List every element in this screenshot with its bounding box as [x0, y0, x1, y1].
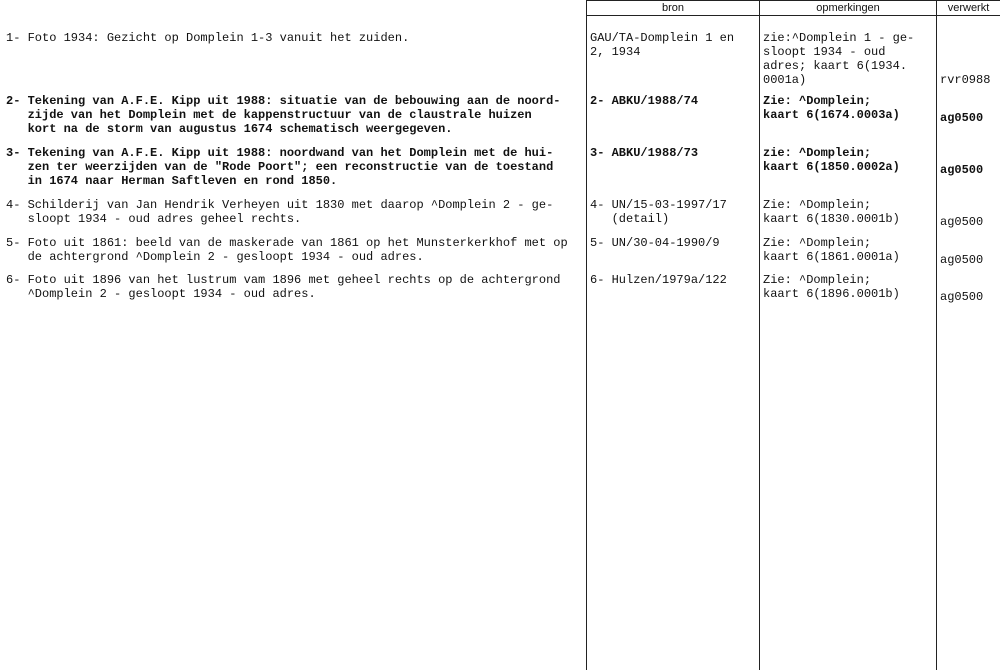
- column-divider-opmerkingen: [759, 0, 760, 670]
- row-description: 3- Tekening van A.F.E. Kipp uit 1988: noordwand van het Domplein met de hui- zen ter weerzijden van de "Rode Poort"; een reconstructie van de toestand in 1674 naar Herman Saftleven en rond 1850.: [6, 146, 554, 188]
- row-processed: ag0500: [940, 290, 984, 304]
- row-source: 4- UN/15-03-1997/17 (detail): [590, 198, 727, 226]
- column-divider-bron: [586, 0, 587, 670]
- row-remarks: zie:^Domplein 1 - ge- sloopt 1934 - oud adres; kaart 6(1934. 0001a): [763, 31, 915, 87]
- row-source: 5- UN/30-04-1990/9: [590, 236, 720, 250]
- header-bottom-border: [586, 15, 1000, 16]
- row-description: 6- Foto uit 1896 van het lustrum vam 1896 met geheel rechts op de achtergrond ^Domplein 2 - gesloopt 1934 - oud adres.: [6, 273, 561, 301]
- row-processed: rvr0988: [940, 73, 991, 87]
- row-remarks: Zie: ^Domplein; kaart 6(1896.0001b): [763, 273, 900, 301]
- header-verwerkt: verwerkt: [947, 2, 990, 14]
- column-divider-verwerkt: [936, 0, 937, 670]
- row-remarks: Zie: ^Domplein; kaart 6(1674.0003a): [763, 94, 900, 122]
- header-bron: bron: [661, 2, 685, 14]
- row-source: 2- ABKU/1988/74: [590, 94, 699, 108]
- row-description: 1- Foto 1934: Gezicht op Domplein 1-3 vanuit het zuiden.: [6, 31, 410, 45]
- row-description: 5- Foto uit 1861: beeld van de maskerade van 1861 op het Munsterkerkhof met op de achtergrond ^Domplein 2 - gesloopt 1934 - oud adres.: [6, 236, 568, 264]
- header-opmerkingen: opmerkingen: [816, 2, 880, 14]
- row-description: 4- Schilderij van Jan Hendrik Verheyen uit 1830 met daarop ^Domplein 2 - ge- sloopt 1934 - oud adres geheel rechts.: [6, 198, 554, 226]
- row-remarks: Zie: ^Domplein; kaart 6(1830.0001b): [763, 198, 900, 226]
- row-remarks: zie: ^Domplein; kaart 6(1850.0002a): [763, 146, 900, 174]
- row-processed: ag0500: [940, 111, 984, 125]
- row-processed: ag0500: [940, 253, 984, 267]
- row-processed: ag0500: [940, 215, 984, 229]
- row-source: 6- Hulzen/1979a/122: [590, 273, 727, 287]
- row-source: 3- ABKU/1988/73: [590, 146, 699, 160]
- row-processed: ag0500: [940, 163, 984, 177]
- row-description: 2- Tekening van A.F.E. Kipp uit 1988: situatie van de bebouwing aan de noord- zijde van het Domplein met de kappenstructuur van de claustrale huizen kort na de storm van augustus 1674 schematisch weergegeven.: [6, 94, 561, 136]
- row-source: GAU/TA-Domplein 1 en 2, 1934: [590, 31, 735, 59]
- row-remarks: Zie: ^Domplein; kaart 6(1861.0001a): [763, 236, 900, 264]
